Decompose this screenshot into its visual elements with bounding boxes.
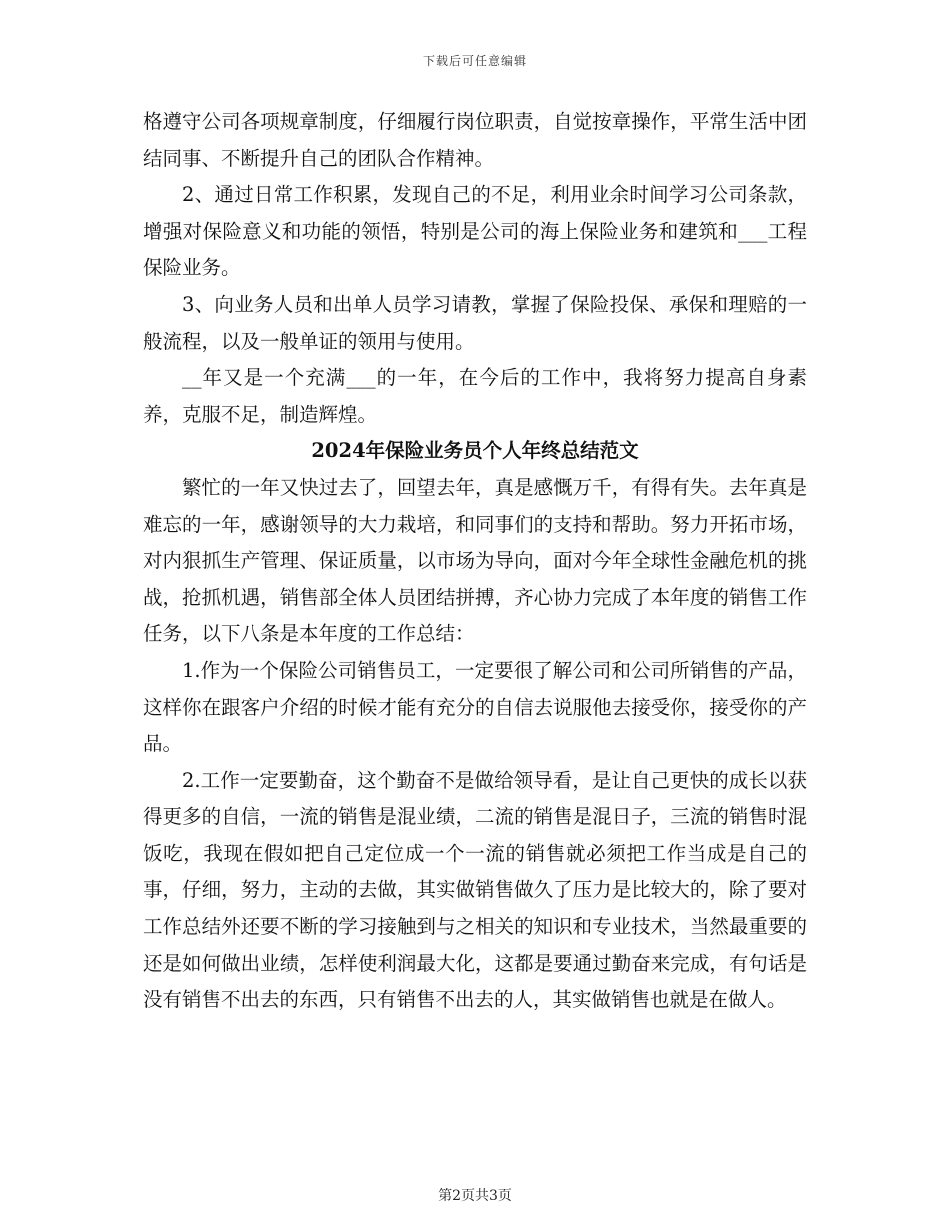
paragraph-closing: __年又是一个充满___的一年，在今后的工作中，我将努力提高自身素养，克服不足，制造辉煌。 <box>143 366 807 426</box>
section-title: 2024年保险业务员个人年终总结范文 <box>311 439 639 463</box>
page-header: 下载后可任意编辑 <box>422 54 527 68</box>
paragraph-item-2: 2、通过日常工作积累，发现自己的不足，利用业余时间学习公司条款，增强对保险意义和功能的领悟，特别是公司的海上保险业务和建筑和___工程保险业务。 <box>143 183 807 280</box>
paragraph-item-3: 3、向业务人员和出单人员学习请教，掌握了保险投保、承保和理赔的一般流程，以及一般单证的领用与使用。 <box>143 292 807 353</box>
paragraph-continuation: 格遵守公司各项规章制度，仔细履行岗位职责，自觉按章操作，平常生活中团结同事、不断提升自己的团队合作精神。 <box>143 110 807 170</box>
paragraph-intro: 繁忙的一年又快过去了，回望去年，真是感慨万千，有得有失。去年真是难忘的一年，感谢领导的大力栽培，和同事们的支持和帮助。努力开拓市场，对内狠抓生产管理、保证质量，以市场为导向，面对今年全球性金融危机的挑战，抢抓机遇，销售部全体人员团结拼搏，齐心协力完成了本年度的销售工作任务，以下八条是本年度的工作总结： <box>143 475 807 646</box>
paragraph-point-1: 1.作为一个保险公司销售员工，一定要很了解公司和公司所销售的产品，这样你在跟客户介绍的时候才能有充分的自信去说服他去接受你，接受你的产品。 <box>143 658 807 756</box>
page-footer: 第2页共3页 <box>438 1188 512 1204</box>
paragraph-point-2: 2.工作一定要勤奋，这个勤奋不是做给领导看，是让自己更快的成长以获得更多的自信，一流的销售是混业绩，二流的销售是混日子，三流的销售时混饭吃，我现在假如把自己定位成一个一流的销售就必须把工作当成是自己的事，仔细，努力，主动的去做，其实做销售做久了压力是比较大的，除了要对工作总结外还要不断的学习接触到与之相关的知识和专业技术，当然最重要的还是如何做出业绩，怎样使利润最大化，这都是要通过勤奋来完成，有句话是没有销售不出去的东西，只有销售不出去的人，其实做销售也就是在做人。 <box>143 768 807 1012</box>
document-body <box>143 104 807 1019</box>
